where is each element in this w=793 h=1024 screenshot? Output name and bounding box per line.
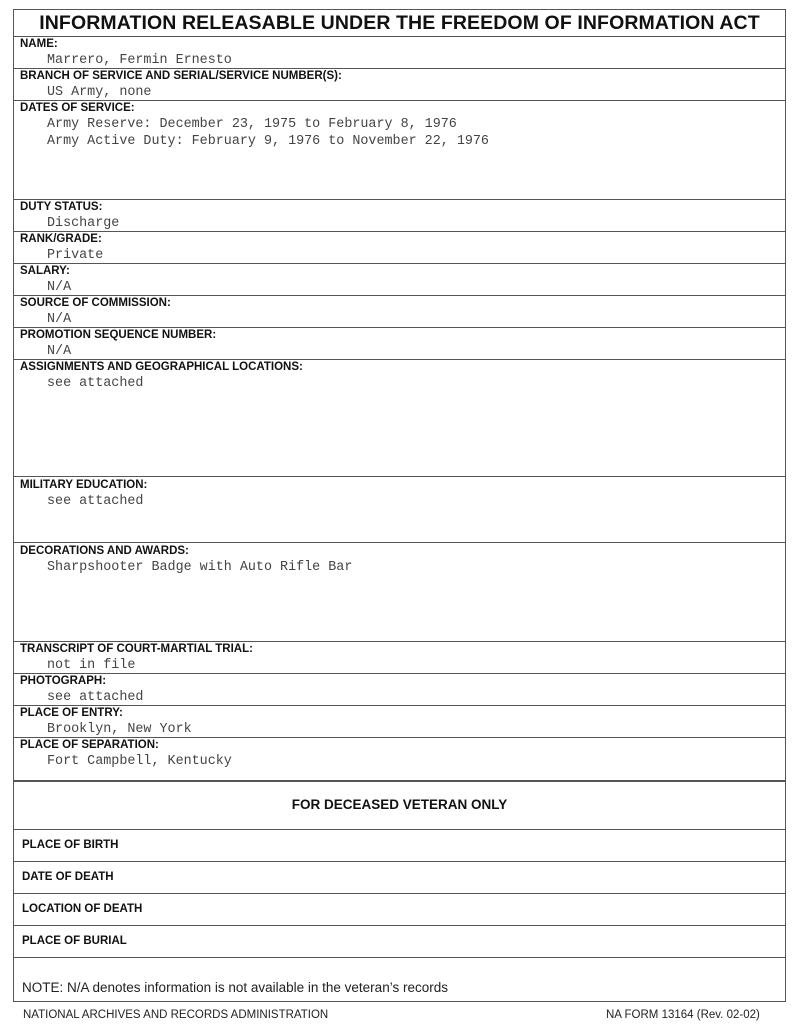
foia-release-form — [13, 9, 786, 1002]
field-label: PHOTOGRAPH: — [20, 675, 107, 687]
field-location-of-death — [14, 894, 785, 926]
field-place-of-birth — [14, 830, 785, 862]
field-place-of-separation — [14, 738, 785, 781]
field-value: Marrero, Fermin Ernesto — [47, 53, 232, 68]
form-title: INFORMATION RELEASABLE UNDER THE FREEDOM OF INFORMATION ACT — [14, 10, 785, 37]
field-label: DATE OF DEATH — [22, 871, 114, 883]
field-label: SOURCE OF COMMISSION: — [20, 297, 171, 309]
field-label: LOCATION OF DEATH — [22, 903, 143, 915]
field-court-martial-transcript — [14, 642, 785, 674]
footer-agency: NATIONAL ARCHIVES AND RECORDS ADMINISTRATION — [23, 1009, 329, 1021]
field-branch-of-service — [14, 69, 785, 101]
field-label: MILITARY EDUCATION: — [20, 479, 148, 491]
field-rank-grade — [14, 232, 785, 264]
field-duty-status — [14, 200, 785, 232]
field-value: Fort Campbell, Kentucky — [47, 754, 232, 769]
field-label: PLACE OF BURIAL — [22, 935, 127, 947]
field-value: Brooklyn, New York — [47, 722, 192, 737]
field-place-of-burial — [14, 926, 785, 958]
field-value: Private — [47, 248, 104, 263]
field-label: TRANSCRIPT OF COURT-MARTIAL TRIAL: — [20, 643, 253, 655]
field-label: PLACE OF SEPARATION: — [20, 739, 159, 751]
field-label: DATES OF SERVICE: — [20, 102, 135, 114]
field-label: ASSIGNMENTS AND GEOGRAPHICAL LOCATIONS: — [20, 361, 303, 373]
field-photograph — [14, 674, 785, 706]
field-label: DECORATIONS AND AWARDS: — [20, 545, 189, 557]
field-value: see attached — [47, 494, 144, 509]
field-value: see attached — [47, 376, 144, 391]
field-place-of-entry — [14, 706, 785, 738]
field-value: N/A — [47, 344, 72, 359]
field-label: SALARY: — [20, 265, 70, 277]
field-source-of-commission — [14, 296, 785, 328]
field-label: PROMOTION SEQUENCE NUMBER: — [20, 329, 217, 341]
field-value: Sharpshooter Badge with Auto Rifle Bar — [47, 560, 353, 575]
field-value: see attached — [47, 690, 144, 705]
field-value: N/A — [47, 312, 72, 327]
field-military-education — [14, 477, 785, 543]
field-value: Army Reserve: December 23, 1975 to February 8, 1976 Army Active Duty: February 9, 1976 to November 22, 1976 — [47, 117, 489, 149]
field-value: N/A — [47, 280, 72, 295]
field-label: NAME: — [20, 38, 58, 50]
field-salary — [14, 264, 785, 296]
field-promotion-sequence-number — [14, 328, 785, 360]
note-box — [14, 958, 785, 1011]
field-assignments — [14, 360, 785, 477]
field-label: RANK/GRADE: — [20, 233, 102, 245]
field-date-of-death — [14, 862, 785, 894]
field-value: not in file — [47, 658, 136, 673]
field-label: PLACE OF BIRTH — [22, 839, 119, 851]
field-label: PLACE OF ENTRY: — [20, 707, 123, 719]
field-value: US Army, none — [47, 85, 152, 100]
field-name — [14, 37, 785, 69]
na-note: NOTE: N/A denotes information is not available in the veteran’s records — [22, 980, 448, 995]
deceased-veteran-heading: FOR DECEASED VETERAN ONLY — [14, 781, 785, 830]
field-label: DUTY STATUS: — [20, 201, 103, 213]
field-value: Discharge — [47, 216, 120, 231]
field-label: BRANCH OF SERVICE AND SERIAL/SERVICE NUMBER(S): — [20, 70, 342, 82]
field-dates-of-service — [14, 101, 785, 200]
footer-form-number: NA FORM 13164 (Rev. 02-02) — [606, 1009, 760, 1021]
field-decorations-and-awards — [14, 543, 785, 642]
